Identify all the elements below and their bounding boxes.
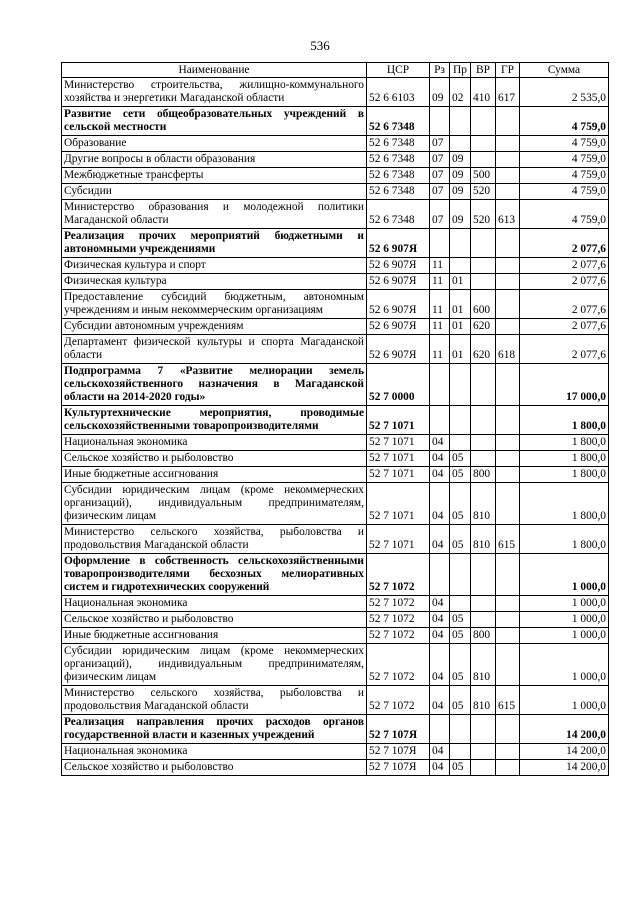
row-name-cell: Министерство сельского хозяйства, рыболовства и продовольствия Магаданской области <box>62 525 367 554</box>
row-gr-cell: 615 <box>496 525 520 554</box>
row-sum-cell: 17 000,0 <box>520 364 609 406</box>
row-pr-cell: 05 <box>450 686 471 715</box>
table-row <box>62 184 609 200</box>
table-row <box>62 229 609 258</box>
row-rz-cell: 07 <box>430 168 450 184</box>
row-rz-cell: 04 <box>430 525 450 554</box>
table-row <box>62 467 609 483</box>
row-gr-cell <box>496 136 520 152</box>
row-vr-cell <box>471 152 496 168</box>
row-rz-cell: 07 <box>430 200 450 229</box>
row-gr-cell <box>496 744 520 760</box>
row-rz-cell: 07 <box>430 152 450 168</box>
row-sum-cell: 1 800,0 <box>520 451 609 467</box>
row-sum-cell: 4 759,0 <box>520 107 609 136</box>
row-name-cell: Физическая культура <box>62 274 367 290</box>
row-vr-cell: 500 <box>471 168 496 184</box>
row-sum-cell: 4 759,0 <box>520 168 609 184</box>
row-csr-cell: 52 7 1072 <box>367 612 430 628</box>
row-gr-cell <box>496 319 520 335</box>
row-csr-cell: 52 7 1072 <box>367 596 430 612</box>
table-row <box>62 628 609 644</box>
row-vr-cell: 410 <box>471 78 496 107</box>
row-vr-cell: 810 <box>471 644 496 686</box>
row-rz-cell: 04 <box>430 435 450 451</box>
row-sum-cell: 1 000,0 <box>520 554 609 596</box>
row-csr-cell: 52 7 1072 <box>367 686 430 715</box>
row-name-cell: Оформление в собственность сельскохозяйственными товаропроизводителями бесхозных мелиоративных систем и гидротехнических сооружений <box>62 554 367 596</box>
row-csr-cell: 52 7 1071 <box>367 435 430 451</box>
row-csr-cell: 52 6 907Я <box>367 258 430 274</box>
row-name-cell: Межбюджетные трансферты <box>62 168 367 184</box>
row-gr-cell <box>496 364 520 406</box>
table-row <box>62 152 609 168</box>
row-pr-cell: 05 <box>450 483 471 525</box>
row-csr-cell: 52 7 1071 <box>367 467 430 483</box>
row-sum-cell: 2 077,6 <box>520 258 609 274</box>
row-vr-cell: 620 <box>471 319 496 335</box>
row-rz-cell: 09 <box>430 78 450 107</box>
row-sum-cell: 14 200,0 <box>520 715 609 744</box>
row-vr-cell <box>471 258 496 274</box>
row-rz-cell <box>430 107 450 136</box>
row-sum-cell: 2 077,6 <box>520 274 609 290</box>
table-row <box>62 78 609 107</box>
row-name-cell: Реализация прочих мероприятий бюджетными и автономными учреждениями <box>62 229 367 258</box>
row-vr-cell: 800 <box>471 467 496 483</box>
table-row <box>62 364 609 406</box>
row-sum-cell: 2 077,6 <box>520 319 609 335</box>
row-vr-cell <box>471 744 496 760</box>
row-gr-cell <box>496 152 520 168</box>
row-sum-cell: 1 800,0 <box>520 467 609 483</box>
row-pr-cell: 05 <box>450 525 471 554</box>
row-name-cell: Национальная экономика <box>62 435 367 451</box>
row-rz-cell <box>430 554 450 596</box>
row-sum-cell: 1 000,0 <box>520 596 609 612</box>
table-row <box>62 760 609 776</box>
row-pr-cell: 01 <box>450 319 471 335</box>
row-csr-cell: 52 7 1071 <box>367 525 430 554</box>
row-sum-cell: 2 077,6 <box>520 229 609 258</box>
table-row <box>62 319 609 335</box>
row-vr-cell <box>471 451 496 467</box>
row-gr-cell <box>496 435 520 451</box>
row-sum-cell: 1 800,0 <box>520 435 609 451</box>
row-rz-cell <box>430 406 450 435</box>
row-rz-cell: 04 <box>430 596 450 612</box>
row-gr-cell <box>496 483 520 525</box>
row-sum-cell: 1 000,0 <box>520 628 609 644</box>
table-row <box>62 715 609 744</box>
row-pr-cell: 05 <box>450 451 471 467</box>
table-row <box>62 483 609 525</box>
row-vr-cell: 520 <box>471 200 496 229</box>
row-name-cell: Образование <box>62 136 367 152</box>
row-gr-cell <box>496 451 520 467</box>
row-vr-cell <box>471 596 496 612</box>
row-gr-cell <box>496 406 520 435</box>
table-row <box>62 451 609 467</box>
row-name-cell: Предоставление субсидий бюджетным, автономным учреждениям и иным некоммерческим организациям <box>62 290 367 319</box>
row-sum-cell: 14 200,0 <box>520 760 609 776</box>
row-sum-cell: 2 077,6 <box>520 335 609 364</box>
row-sum-cell: 4 759,0 <box>520 184 609 200</box>
table-row <box>62 686 609 715</box>
row-pr-cell: 05 <box>450 760 471 776</box>
table-row <box>62 258 609 274</box>
row-name-cell: Физическая культура и спорт <box>62 258 367 274</box>
row-name-cell: Министерство строительства, жилищно-коммунального хозяйства и энергетики Магаданской области <box>62 78 367 107</box>
row-sum-cell: 4 759,0 <box>520 200 609 229</box>
row-pr-cell <box>450 229 471 258</box>
table-row <box>62 435 609 451</box>
row-gr-cell <box>496 258 520 274</box>
row-csr-cell: 52 6 907Я <box>367 290 430 319</box>
row-pr-cell: 09 <box>450 200 471 229</box>
row-vr-cell <box>471 554 496 596</box>
row-rz-cell: 04 <box>430 686 450 715</box>
row-vr-cell <box>471 760 496 776</box>
row-name-cell: Сельское хозяйство и рыболовство <box>62 612 367 628</box>
row-gr-cell <box>496 184 520 200</box>
row-sum-cell: 1 000,0 <box>520 686 609 715</box>
row-name-cell: Развитие сети общеобразовательных учреждений в сельской местности <box>62 107 367 136</box>
row-vr-cell <box>471 274 496 290</box>
table-row <box>62 168 609 184</box>
row-sum-cell: 2 077,6 <box>520 290 609 319</box>
row-pr-cell <box>450 107 471 136</box>
row-rz-cell: 04 <box>430 644 450 686</box>
row-rz-cell: 04 <box>430 483 450 525</box>
row-pr-cell <box>450 554 471 596</box>
row-vr-cell <box>471 406 496 435</box>
row-pr-cell <box>450 258 471 274</box>
row-sum-cell: 2 535,0 <box>520 78 609 107</box>
row-csr-cell: 52 6 7348 <box>367 152 430 168</box>
row-csr-cell: 52 6 907Я <box>367 319 430 335</box>
row-rz-cell: 04 <box>430 612 450 628</box>
row-csr-cell: 52 6 7348 <box>367 136 430 152</box>
table-row <box>62 612 609 628</box>
row-csr-cell: 52 6 6103 <box>367 78 430 107</box>
row-gr-cell <box>496 290 520 319</box>
row-gr-cell <box>496 760 520 776</box>
row-pr-cell: 09 <box>450 184 471 200</box>
row-vr-cell <box>471 715 496 744</box>
row-vr-cell: 810 <box>471 483 496 525</box>
row-pr-cell <box>450 744 471 760</box>
row-gr-cell: 613 <box>496 200 520 229</box>
col-header-csr: ЦСР <box>367 63 430 78</box>
row-pr-cell <box>450 596 471 612</box>
row-rz-cell: 11 <box>430 335 450 364</box>
row-name-cell: Национальная экономика <box>62 596 367 612</box>
table-row <box>62 554 609 596</box>
table-row <box>62 525 609 554</box>
row-csr-cell: 52 6 907Я <box>367 335 430 364</box>
table-row <box>62 596 609 612</box>
row-name-cell: Культуртехнические мероприятия, проводимые сельскохозяйственными товаропроизводителями <box>62 406 367 435</box>
budget-table <box>61 62 609 776</box>
row-sum-cell: 1 800,0 <box>520 406 609 435</box>
row-vr-cell: 800 <box>471 628 496 644</box>
row-rz-cell: 04 <box>430 467 450 483</box>
row-sum-cell: 4 759,0 <box>520 152 609 168</box>
row-gr-cell: 618 <box>496 335 520 364</box>
row-vr-cell: 520 <box>471 184 496 200</box>
row-name-cell: Иные бюджетные ассигнования <box>62 628 367 644</box>
row-name-cell: Реализация направления прочих расходов органов государственной власти и казенных учреждений <box>62 715 367 744</box>
row-sum-cell: 14 200,0 <box>520 744 609 760</box>
row-vr-cell: 620 <box>471 335 496 364</box>
row-sum-cell: 1 000,0 <box>520 612 609 628</box>
row-gr-cell <box>496 274 520 290</box>
col-header-rz: Рз <box>430 63 450 78</box>
row-name-cell: Иные бюджетные ассигнования <box>62 467 367 483</box>
row-pr-cell: 09 <box>450 168 471 184</box>
col-header-sum: Сумма <box>520 63 609 78</box>
row-sum-cell: 1 800,0 <box>520 525 609 554</box>
row-vr-cell: 810 <box>471 525 496 554</box>
row-name-cell: Сельское хозяйство и рыболовство <box>62 760 367 776</box>
table-row <box>62 274 609 290</box>
row-rz-cell: 04 <box>430 451 450 467</box>
row-gr-cell <box>496 715 520 744</box>
col-header-pr: Пр <box>450 63 471 78</box>
row-gr-cell <box>496 107 520 136</box>
row-pr-cell <box>450 715 471 744</box>
row-gr-cell <box>496 612 520 628</box>
table-body <box>62 78 609 776</box>
row-vr-cell <box>471 435 496 451</box>
row-pr-cell: 01 <box>450 290 471 319</box>
row-vr-cell <box>471 229 496 258</box>
row-name-cell: Национальная экономика <box>62 744 367 760</box>
row-rz-cell: 07 <box>430 184 450 200</box>
table-row <box>62 744 609 760</box>
row-gr-cell <box>496 467 520 483</box>
row-gr-cell <box>496 628 520 644</box>
row-csr-cell: 52 7 1071 <box>367 483 430 525</box>
row-vr-cell <box>471 612 496 628</box>
row-name-cell: Департамент физической культуры и спорта Магаданской области <box>62 335 367 364</box>
row-vr-cell <box>471 136 496 152</box>
col-header-vr: ВР <box>471 63 496 78</box>
row-rz-cell: 04 <box>430 628 450 644</box>
row-sum-cell: 1 000,0 <box>520 644 609 686</box>
row-name-cell: Субсидии юридическим лицам (кроме некоммерческих организаций), индивидуальным предпринимателям, физическим лицам <box>62 483 367 525</box>
row-vr-cell: 600 <box>471 290 496 319</box>
row-csr-cell: 52 7 1071 <box>367 406 430 435</box>
row-rz-cell: 11 <box>430 290 450 319</box>
table-row <box>62 107 609 136</box>
row-gr-cell <box>496 554 520 596</box>
row-csr-cell: 52 7 1072 <box>367 554 430 596</box>
row-rz-cell: 11 <box>430 319 450 335</box>
row-rz-cell <box>430 229 450 258</box>
page-number: 536 <box>310 38 330 53</box>
row-rz-cell <box>430 715 450 744</box>
row-name-cell: Сельское хозяйство и рыболовство <box>62 451 367 467</box>
row-gr-cell <box>496 596 520 612</box>
row-gr-cell <box>496 644 520 686</box>
row-name-cell: Министерство образования и молодежной политики Магаданской области <box>62 200 367 229</box>
row-csr-cell: 52 6 907Я <box>367 229 430 258</box>
row-sum-cell: 1 800,0 <box>520 483 609 525</box>
row-csr-cell: 52 6 7348 <box>367 107 430 136</box>
table-row <box>62 136 609 152</box>
row-gr-cell <box>496 168 520 184</box>
row-name-cell: Другие вопросы в области образования <box>62 152 367 168</box>
row-vr-cell <box>471 364 496 406</box>
row-rz-cell: 04 <box>430 760 450 776</box>
table-row <box>62 335 609 364</box>
row-name-cell: Министерство сельского хозяйства, рыболовства и продовольствия Магаданской области <box>62 686 367 715</box>
table-row <box>62 200 609 229</box>
row-pr-cell: 02 <box>450 78 471 107</box>
row-pr-cell: 01 <box>450 335 471 364</box>
table-row <box>62 290 609 319</box>
row-csr-cell: 52 7 0000 <box>367 364 430 406</box>
row-pr-cell: 05 <box>450 644 471 686</box>
row-gr-cell <box>496 229 520 258</box>
row-csr-cell: 52 6 7348 <box>367 168 430 184</box>
row-csr-cell: 52 7 1072 <box>367 644 430 686</box>
row-pr-cell: 09 <box>450 152 471 168</box>
row-rz-cell <box>430 364 450 406</box>
row-csr-cell: 52 6 907Я <box>367 274 430 290</box>
row-pr-cell: 05 <box>450 628 471 644</box>
row-name-cell: Субсидии юридическим лицам (кроме некоммерческих организаций), индивидуальным предпринимателям, физическим лицам <box>62 644 367 686</box>
row-vr-cell <box>471 107 496 136</box>
row-csr-cell: 52 7 107Я <box>367 715 430 744</box>
row-name-cell: Субсидии автономным учреждениям <box>62 319 367 335</box>
row-name-cell: Субсидии <box>62 184 367 200</box>
col-header-gr: ГР <box>496 63 520 78</box>
row-pr-cell <box>450 406 471 435</box>
row-csr-cell: 52 7 107Я <box>367 744 430 760</box>
row-pr-cell <box>450 136 471 152</box>
row-pr-cell: 05 <box>450 467 471 483</box>
row-gr-cell: 615 <box>496 686 520 715</box>
row-gr-cell: 617 <box>496 78 520 107</box>
row-vr-cell: 810 <box>471 686 496 715</box>
row-name-cell: Подпрограмма 7 «Развитие мелиорации земель сельскохозяйственного назначения в Магаданской области на 2014-2020 годы» <box>62 364 367 406</box>
row-pr-cell <box>450 364 471 406</box>
row-pr-cell: 05 <box>450 612 471 628</box>
row-rz-cell: 07 <box>430 136 450 152</box>
row-csr-cell: 52 6 7348 <box>367 184 430 200</box>
row-sum-cell: 4 759,0 <box>520 136 609 152</box>
table-row <box>62 406 609 435</box>
row-rz-cell: 11 <box>430 274 450 290</box>
row-pr-cell: 01 <box>450 274 471 290</box>
row-csr-cell: 52 6 7348 <box>367 200 430 229</box>
row-csr-cell: 52 7 1071 <box>367 451 430 467</box>
table-header-row <box>62 63 609 78</box>
row-pr-cell <box>450 435 471 451</box>
row-csr-cell: 52 7 1072 <box>367 628 430 644</box>
row-rz-cell: 11 <box>430 258 450 274</box>
row-rz-cell: 04 <box>430 744 450 760</box>
table-row <box>62 644 609 686</box>
row-csr-cell: 52 7 107Я <box>367 760 430 776</box>
col-header-name: Наименование <box>62 63 367 78</box>
